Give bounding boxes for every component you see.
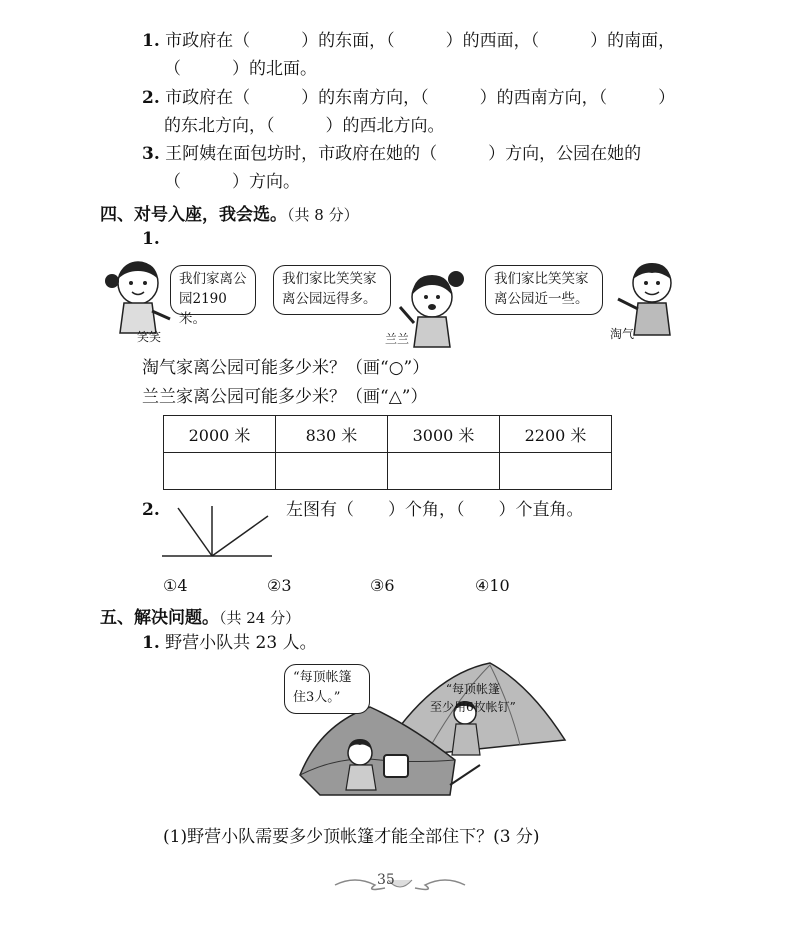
s5-q1: 1. 野营小队共 23 人。 xyxy=(142,633,317,653)
q3-1-line2: （ ）的北面。 xyxy=(164,59,317,79)
girl-lanlan-figure xyxy=(400,271,464,347)
prompt-lanlan: 兰兰家离公园可能多少米？（画“△”） xyxy=(142,387,428,407)
option-3: ③6 xyxy=(370,576,395,595)
table-header-cell: 2200 米 xyxy=(500,416,612,453)
option-4: ④10 xyxy=(475,576,510,595)
s4-q2-text: 左图有（ ）个角，（ ）个直角。 xyxy=(286,500,584,520)
q3-3-line1: 3. 王阿姨在面包坊时，市政府在她的（ ）方向，公园在她的 xyxy=(142,144,642,164)
answer-cell[interactable] xyxy=(388,453,500,490)
bubble-taoqi: 我们家比笑笑家 离公园近一些。 xyxy=(485,265,603,315)
s4-q2-num: 2. xyxy=(142,500,160,520)
table-header-row xyxy=(164,416,612,453)
q3-2-line1: 2. 市政府在（ ）的东南方向，（ ）的西南方向，（ ） xyxy=(142,88,676,108)
option-1: ①4 xyxy=(163,576,188,595)
angle-diagram xyxy=(160,498,275,560)
page-number: 35 xyxy=(377,872,395,888)
name-taoqi: 淘气 xyxy=(610,327,635,341)
s5-sub-question: (1)野营小队需要多少顶帐篷才能全部住下？(3 分) xyxy=(163,827,540,847)
bubble-tent-capacity: “每顶帐篷 住3人。” xyxy=(284,664,370,714)
q3-2-line2: 的东北方向，（ ）的西北方向。 xyxy=(164,116,445,136)
tent-label: “每顶帐篷 至少用6枚帐钉” xyxy=(430,682,516,714)
name-xiaoxiao: 笑笑 xyxy=(137,330,162,344)
section5-title: 五、解决问题。（共 24 分） xyxy=(100,608,301,628)
q3-1-line1: 1. 市政府在（ ）的东面，（ ）的西面，（ ）的南面， xyxy=(142,31,676,51)
name-lanlan: 兰兰 xyxy=(385,332,410,346)
answer-cell[interactable] xyxy=(164,453,276,490)
bubble-lanlan: 我们家比笑笑家 离公园远得多。 xyxy=(273,265,391,315)
option-2: ②3 xyxy=(267,576,292,595)
table-header-cell: 830 米 xyxy=(276,416,388,453)
prompt-taoqi: 淘气家离公园可能多少米？（画“○”） xyxy=(142,358,430,378)
table-header-cell: 3000 米 xyxy=(388,416,500,453)
answer-cell[interactable] xyxy=(276,453,388,490)
bubble-xiaoxiao: 我们家离公 园2190米。 xyxy=(170,265,256,315)
answer-table xyxy=(163,415,612,490)
girl-xiaoxiao-figure xyxy=(105,262,170,333)
section4-title: 四、对号入座，我会选。（共 8 分） xyxy=(100,205,359,225)
page-ornament xyxy=(325,870,475,900)
q3-3-line2: （ ）方向。 xyxy=(164,172,300,192)
answer-cell[interactable] xyxy=(500,453,612,490)
table-answer-row xyxy=(164,453,612,490)
table-header-cell: 2000 米 xyxy=(164,416,276,453)
s4-q1-num: 1. xyxy=(142,229,160,249)
